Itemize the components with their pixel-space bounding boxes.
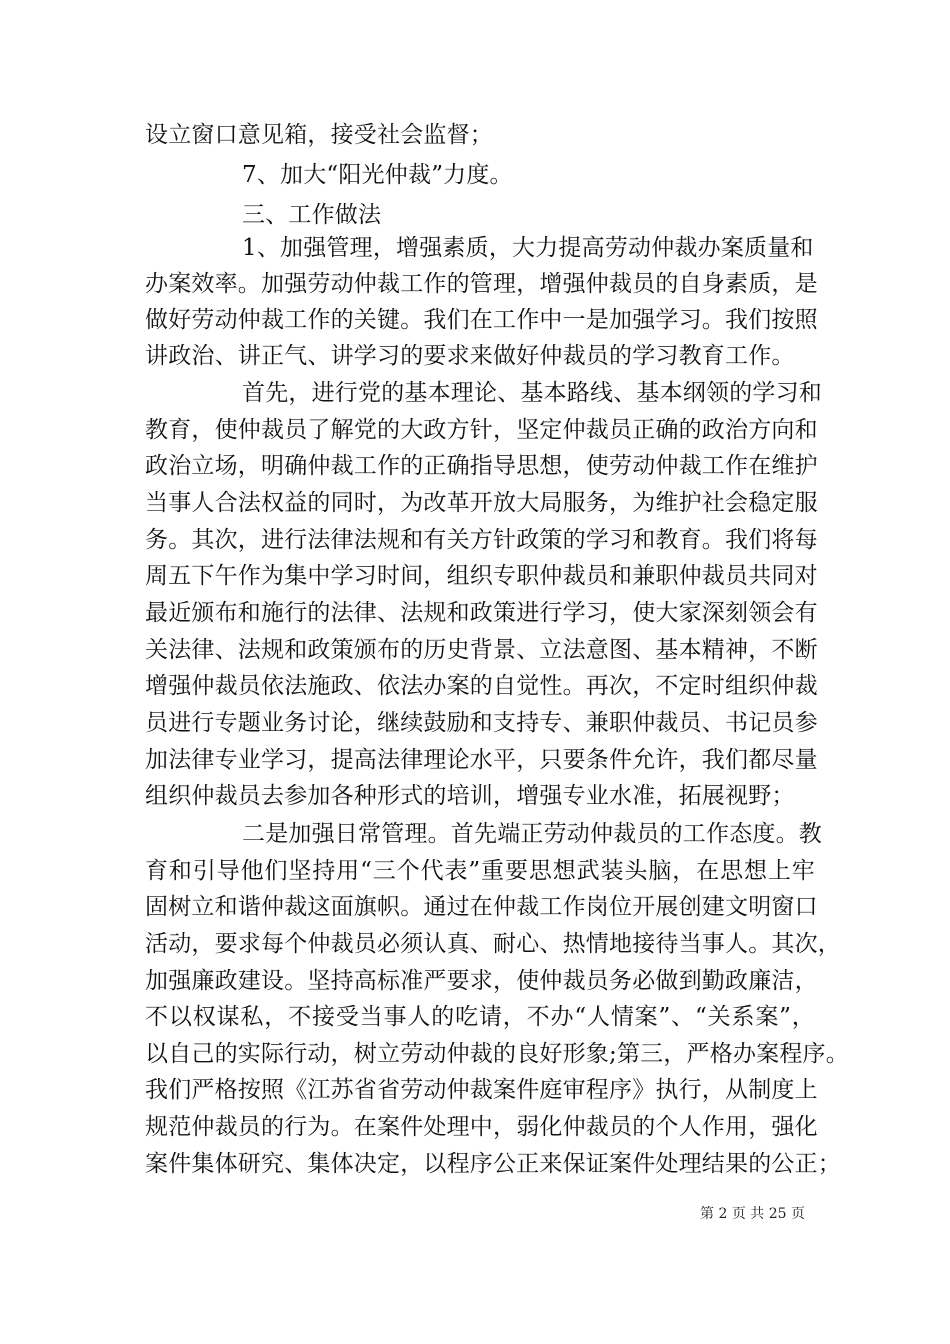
paragraph-line: 组织仲裁员去参加各种形式的培训，增强专业水准，拓展视野； <box>145 783 795 809</box>
page-number-footer: 第 2 页 共 25 页 <box>700 1206 805 1222</box>
paragraph-line: 1、加强管理，增强素质，大力提高劳动仲裁办案质量和 <box>242 235 814 261</box>
paragraph-line: 以自己的实际行动，树立劳动仲裁的良好形象;第三，严格办案程序。 <box>145 1041 849 1067</box>
paragraph-line: 设立窗口意见箱，接受社会监督； <box>145 122 493 148</box>
paragraph-line: 活动，要求每个仲裁员必须认真、耐心、热情地接待当事人。其次， <box>145 931 841 957</box>
paragraph-line: 增强仲裁员依法施政、依法办案的自觉性。再次，不定时组织仲裁 <box>145 673 818 699</box>
paragraph-line: 员进行专题业务讨论，继续鼓励和支持专、兼职仲裁员、书记员参 <box>145 710 818 736</box>
paragraph-line: 首先，进行党的基本理论、基本路线、基本纲领的学习和 <box>242 380 822 406</box>
paragraph-line: 关法律、法规和政策颁布的历史背景、立法意图、基本精神，不断 <box>145 637 818 663</box>
paragraph-line: 办案效率。加强劳动仲裁工作的管理，增强仲裁员的自身素质，是 <box>145 271 818 297</box>
section-heading: 三、工作做法 <box>242 202 382 228</box>
paragraph-line: 讲政治、讲正气、讲学习的要求来做好仲裁员的学习教育工作。 <box>145 343 795 369</box>
paragraph-line: 规范仲裁员的行为。在案件处理中，弱化仲裁员的个人作用，强化 <box>145 1114 818 1140</box>
paragraph-line: 案件集体研究、集体决定，以程序公正来保证案件处理结果的公正； <box>145 1151 841 1177</box>
paragraph-line: 当事人合法权益的同时，为改革开放大局服务，为维护社会稳定服 <box>145 490 818 516</box>
paragraph-line: 做好劳动仲裁工作的关键。我们在工作中一是加强学习。我们按照 <box>145 307 818 333</box>
paragraph-line: 周五下午作为集中学习时间，组织专职仲裁员和兼职仲裁员共同对 <box>145 563 818 589</box>
list-item-line: 7、加大“阳光仲裁”力度。 <box>242 162 513 188</box>
paragraph-line: 不以权谋私，不接受当事人的吃请，不办“人情案”、“关系案”， <box>145 1004 815 1030</box>
paragraph-line: 政治立场，明确仲裁工作的正确指导思想，使劳动仲裁工作在维护 <box>145 453 818 479</box>
paragraph-line: 教育，使仲裁员了解党的大政方针，坚定仲裁员正确的政治方向和 <box>145 417 818 443</box>
paragraph-line: 固树立和谐仲裁这面旗帜。通过在仲裁工作岗位开展创建文明窗口 <box>145 894 818 920</box>
paragraph-line: 加法律专业学习，提高法律理论水平，只要条件允许，我们都尽量 <box>145 747 818 773</box>
paragraph-line: 二是加强日常管理。首先端正劳动仲裁员的工作态度。教 <box>242 821 822 847</box>
paragraph-line: 加强廉政建设。坚持高标准严要求，使仲裁员务必做到勤政廉洁， <box>145 968 818 994</box>
paragraph-line: 最近颁布和施行的法律、法规和政策进行学习，使大家深刻领会有 <box>145 600 818 626</box>
paragraph-line: 育和引导他们坚持用“三个代表”重要思想武装头脑，在思想上牢 <box>145 858 815 884</box>
paragraph-line: 务。其次，进行法律法规和有关方针政策的学习和教育。我们将每 <box>145 527 818 553</box>
paragraph-line: 我们严格按照《江苏省省劳动仲裁案件庭审程序》执行，从制度上 <box>145 1077 818 1103</box>
